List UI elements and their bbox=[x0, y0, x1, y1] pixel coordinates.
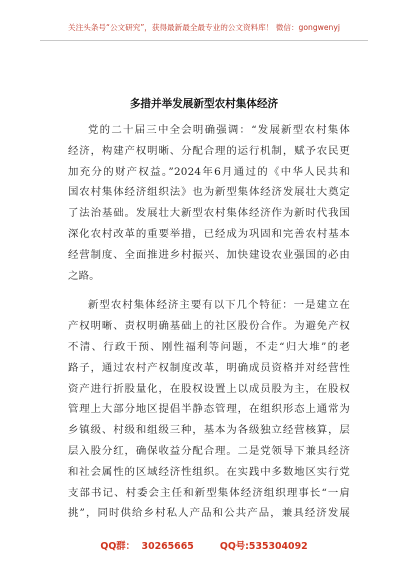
document-body bbox=[68, 120, 350, 524]
paragraph-line: 新型农村集体经济主要有以下几个特征：一是建立在 bbox=[88, 299, 350, 312]
paragraph-line: 支部书记、村委会主任和新型集体经济组织理事长“一肩 bbox=[68, 486, 350, 499]
paragraph-2 bbox=[68, 295, 350, 524]
paragraph-line: 和社会属性的区域经济性组织。在实践中多数地区实行党 bbox=[68, 465, 350, 478]
paragraph-line: 乡镇级、村级和组级三种，基本为各级独立经营核算，层 bbox=[68, 424, 350, 437]
paragraph-line: 经营制度、全面推进乡村振兴、加快建设农业强国的必由 bbox=[68, 248, 350, 261]
paragraph-line: 挑”，同时供给乡村私人产品和公共产品，兼具经济发展 bbox=[68, 507, 350, 520]
paragraph-line: 加充分的财产权益。”2024年6月通过的《中华人民共和 bbox=[68, 165, 350, 178]
paragraph-line: 层入股分红，确保收益分配合理。二是党领导下兼具经济 bbox=[68, 444, 350, 457]
paragraph-gap bbox=[68, 286, 350, 295]
paragraph-line: 产权明晰、责权明确基础上的社区股份合作。为避免产权 bbox=[68, 320, 350, 333]
paragraph-line: 之路。 bbox=[68, 269, 100, 282]
contact-footer: QQ群： 30265665 QQ号:535304092 bbox=[100, 541, 308, 552]
paragraph-1 bbox=[68, 120, 350, 286]
header-divider bbox=[40, 40, 368, 41]
paragraph-line: 深化农村改革的重要举措，已经成为巩固和完善农村基本 bbox=[68, 227, 350, 240]
paragraph-line: 管理上大部分地区提倡半静态管理，在组织形态上通常为 bbox=[68, 403, 350, 416]
paragraph-line: 国农村集体经济组织法》也为新型集体经济发展壮大奠定 bbox=[68, 186, 350, 199]
document-title: 多措并举发展新型农村集体经济 bbox=[129, 98, 279, 110]
paragraph-line: 资产进行折股量化，在股权设置上以成员股为主，在股权 bbox=[68, 382, 350, 395]
paragraph-line: 路子，通过农村产权制度改革，明确成员资格并对经营性 bbox=[68, 361, 350, 374]
promo-header: 关注头条号“公文研究”，获得最新最全最专业的公文资料库！ 微信：gongwenyj bbox=[68, 23, 340, 32]
paragraph-line: 经济，构建产权明晰、分配合理的运行机制，赋予农民更 bbox=[68, 144, 350, 157]
paragraph-line: 党的二十届三中全会明确强调：“发展新型农村集体 bbox=[88, 124, 350, 136]
paragraph-line: 了法治基础。发展壮大新型农村集体经济作为新时代我国 bbox=[68, 207, 350, 220]
paragraph-line: 不清、行政干预、刚性福利等问题，不走“归大堆”的老 bbox=[68, 340, 350, 353]
